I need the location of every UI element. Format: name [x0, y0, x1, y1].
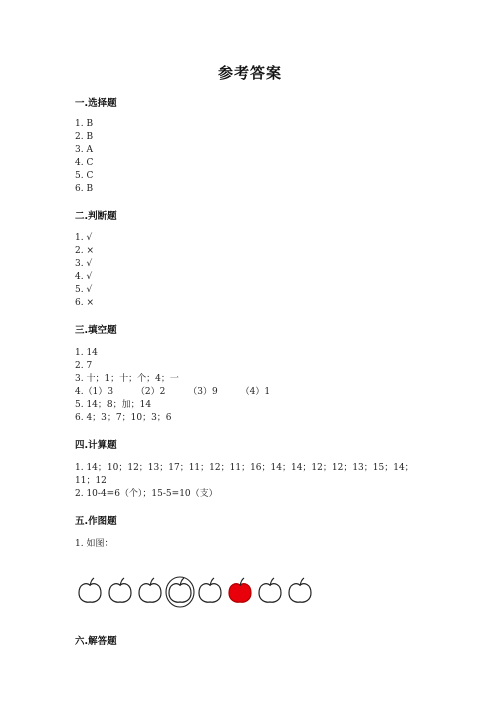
section-heading-judge: 二.判断题	[75, 211, 117, 222]
answer-line: 2. B	[75, 132, 94, 142]
section-heading-draw: 五.作图题	[75, 516, 117, 527]
apple-icon	[139, 578, 161, 602]
answer-line: 5. √	[75, 285, 93, 295]
apple-icon	[289, 578, 311, 602]
apple-drawing-figure	[76, 570, 326, 610]
answer-line: 5. C	[75, 171, 94, 181]
apple-icon	[79, 578, 101, 602]
answer-line: 4.（1）3 （2）2 （3）9 （4）1	[75, 387, 271, 397]
answer-line: 11；12	[75, 476, 107, 486]
answer-line: 1. B	[75, 119, 94, 129]
answer-line: 2. ×	[75, 246, 94, 256]
answer-line: 1. 14	[75, 348, 98, 358]
answer-line: 1. √	[75, 233, 93, 243]
red-apple-icon	[229, 578, 251, 602]
answer-line: 1. 如图：	[75, 539, 114, 549]
apple-icon	[259, 578, 281, 602]
answer-line: 1. 14；10；12；13；17；11；12；11；16；14；14；12；12；13；15；14；	[75, 463, 414, 473]
section-heading-calc: 四.计算题	[75, 440, 117, 451]
section-heading-choice: 一.选择题	[75, 98, 117, 109]
answer-line: 6. 4；3；7；10；3；6	[75, 413, 172, 423]
answer-line: 5. 14；8；加；14	[75, 400, 152, 410]
page-title: 参考答案	[217, 64, 282, 82]
apple-icon	[199, 578, 221, 602]
answer-line: 4. √	[75, 272, 93, 282]
answer-line: 3. 十；1；十；个；4；一	[75, 374, 179, 384]
answer-line: 2. 10-4=6（个）；15-5=10（支）	[75, 489, 218, 499]
answer-line: 2. 7	[75, 361, 93, 371]
answer-line: 3. A	[75, 145, 93, 155]
apple-icon	[169, 578, 191, 602]
answer-line: 3. √	[75, 259, 93, 269]
section-heading-answer: 六.解答题	[75, 636, 117, 647]
answer-line: 4. C	[75, 158, 94, 168]
apple-icon	[109, 578, 131, 602]
section-heading-fill: 三.填空题	[75, 325, 117, 336]
answer-line: 6. ×	[75, 298, 94, 308]
answer-line: 6. B	[75, 184, 94, 194]
